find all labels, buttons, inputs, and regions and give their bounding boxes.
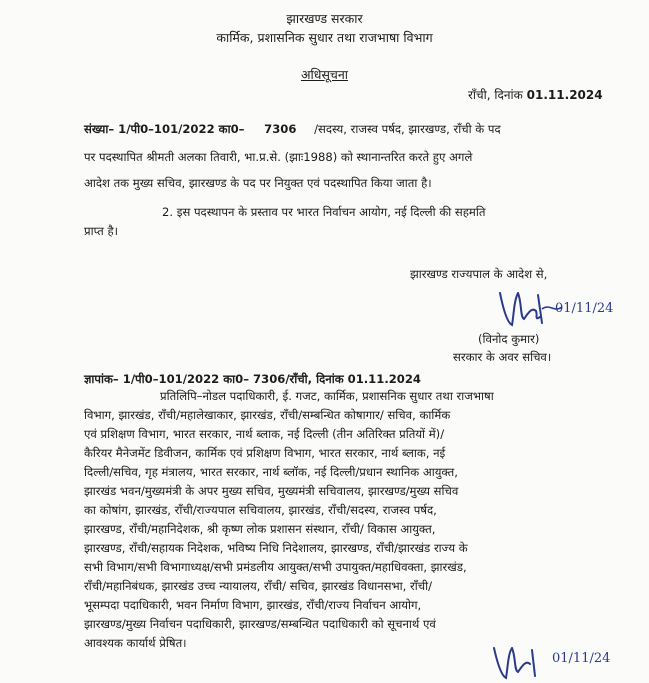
government-heading: झारखण्ड सरकार bbox=[286, 11, 363, 26]
memo-number-line: ज्ञापांक– 1/पी0–101/2022 का0– 7306/राँची, दिनांक 01.11.2024 bbox=[84, 372, 421, 386]
order-line-3: आदेश तक मुख्य सचिव, झारखण्ड के पद पर नियुक्त एवं पदस्थापित किया जाता है। bbox=[84, 176, 432, 190]
memo-line: भूसम्पदा पदाधिकारी, भवन निर्माण विभाग, झारखंड, राँची/राज्य निर्वाचन आयोग, bbox=[84, 598, 422, 612]
order-line-1-rest: /सदस्य, राजस्व पर्षद, झारखण्ड, राँची के पद bbox=[314, 122, 501, 136]
order-date: 01.11.2024 bbox=[526, 88, 603, 102]
order-para2-line-1: 2. इस पदस्थापन के प्रस्ताव पर भारत निर्वाचन आयोग, नई दिल्ली की सहमति bbox=[162, 205, 486, 219]
memo-line: दिल्ली/सचिव, गृह मंत्रालय, भारत सरकार, नार्थ ब्लॉक, नई दिल्ली/प्रधान स्थानिक आयुक्त, bbox=[84, 465, 458, 479]
order-line-1 bbox=[84, 120, 501, 138]
memo-line: राँची/महानिबंधक, झारखंड उच्च न्यायालय, राँची/ सचिव, झारखंड विधानसभा, राँची/ bbox=[84, 579, 433, 593]
memo-line: झारखण्ड, राँची/सहायक निदेशक, भविष्य निधि निदेशालय, झारखण्ड, राँची/झारखंड राज्य के bbox=[84, 541, 468, 555]
order-date-line bbox=[468, 86, 603, 103]
memo-line: आवश्यक कार्यार्थ प्रेषित। bbox=[84, 636, 187, 650]
order-number-value: 7306 bbox=[264, 122, 297, 136]
memo-line: झारखण्ड/मुख्य निर्वाचन पदाधिकारी, झारखण्ड/सम्बन्धित पदाधिकारी को सूचनार्थ एवं bbox=[84, 617, 436, 631]
memo-line: प्रतिलिपि–नोडल पदाधिकारी, ई. गजट, कार्मिक, प्रशासनिक सुधार तथा राजभाषा bbox=[160, 389, 494, 403]
signatory-name: (विनोद कुमार) bbox=[478, 332, 540, 346]
date-prefix: राँची, दिनांक bbox=[468, 88, 523, 102]
memo-line: का कोषांग, झारखंड, राँची/राज्यपाल सचिवालय, झारखंड, राँची/सदस्य, राजस्व पर्षद, bbox=[84, 503, 437, 517]
order-line-2: पर पदस्थापित श्रीमती अलका तिवारी, भा.प्र.से. (झाः1988) को स्थानान्तरित करते हुए अगले bbox=[84, 150, 473, 164]
memo-line: विभाग, झारखंड, राँची/महालेखाकार, झारखंड, राँची/सम्बन्धित कोषागार/ सचिव, कार्मिक bbox=[84, 408, 451, 422]
memo-line: झारखण्ड, राँची/महानिदेशक, श्री कृष्ण लोक प्रशासन संस्थान, राँची/ विकास आयुक्त, bbox=[84, 522, 436, 536]
memo-signature-date: 01/11/24 bbox=[552, 651, 611, 666]
department-heading: कार्मिक, प्रशासनिक सुधार तथा राजभाषा विभाग bbox=[216, 30, 433, 45]
notification-title: अधिसूचना bbox=[300, 67, 349, 82]
signature-vinod-kumar-memo bbox=[488, 640, 558, 683]
signature-date: 01/11/24 bbox=[555, 301, 614, 316]
memo-line: एवं प्रशिक्षण विभाग, भारत सरकार, नार्थ ब्लाक, नई दिल्ली (तीन अतिरिक्त प्रतियों में)/ bbox=[84, 427, 445, 441]
order-number-label: संख्या– 1/पी0–101/2022 का0– bbox=[84, 122, 245, 136]
memo-line: झारखंड भवन/मुख्यमंत्री के अपर मुख्य सचिव, मुख्यमंत्री सचिवालय, झारखण्ड/मुख्य सचिव bbox=[84, 484, 459, 498]
by-order-text: झारखण्ड राज्यपाल के आदेश से, bbox=[410, 267, 548, 281]
memo-line: कैरियर मैनेजमेंट डिवीजन, कार्मिक एवं प्रशिक्षण विभाग, भारत सरकार, नार्थ ब्लाक, नई bbox=[84, 446, 446, 460]
memo-line: सभी विभाग/सभी विभागाध्यक्ष/सभी प्रमंडलीय आयुक्त/सभी उपायुक्त/महाधिवक्ता, झारखंड, bbox=[84, 560, 467, 574]
signatory-designation: सरकार के अवर सचिव। bbox=[453, 350, 552, 364]
order-para2-line-2: प्राप्त है। bbox=[84, 224, 119, 238]
